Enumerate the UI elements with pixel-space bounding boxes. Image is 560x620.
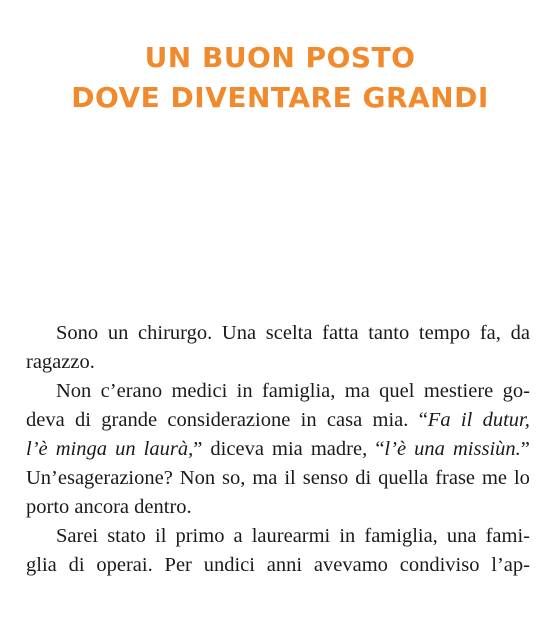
word: ma bbox=[252, 467, 278, 489]
word: minga bbox=[55, 438, 107, 460]
word: lo bbox=[513, 467, 530, 489]
word: di bbox=[75, 409, 91, 431]
text-line bbox=[26, 464, 530, 493]
word: senso bbox=[302, 467, 349, 489]
word: Non bbox=[56, 380, 92, 402]
word: go- bbox=[502, 380, 530, 402]
word: mia bbox=[272, 438, 303, 460]
word: Sono bbox=[56, 322, 99, 344]
word: avevamo bbox=[313, 554, 388, 576]
chapter-title-line-1: UN BUON POSTO bbox=[144, 41, 416, 74]
text-line bbox=[26, 406, 530, 435]
word: il bbox=[284, 467, 296, 489]
word: in bbox=[339, 525, 356, 547]
word: quel bbox=[379, 380, 415, 402]
word: chirurgo. bbox=[138, 322, 213, 344]
text-line bbox=[26, 377, 530, 406]
word: Una bbox=[221, 322, 257, 344]
word: mia. bbox=[372, 409, 409, 431]
word: stato bbox=[107, 525, 146, 547]
text-line bbox=[26, 551, 530, 580]
word: in bbox=[300, 409, 317, 431]
word: a bbox=[233, 525, 243, 547]
word: famiglia, bbox=[261, 380, 336, 402]
word: fa, bbox=[479, 322, 501, 344]
word: frase bbox=[435, 467, 476, 489]
word: dutur, bbox=[482, 409, 530, 431]
word: di bbox=[68, 554, 85, 576]
word: il bbox=[460, 409, 473, 431]
word: fatta bbox=[322, 322, 359, 344]
word: primo bbox=[175, 525, 225, 547]
text-line bbox=[26, 319, 530, 348]
word: scelta bbox=[265, 322, 313, 344]
word: l’è bbox=[26, 438, 48, 460]
word: il bbox=[155, 525, 167, 547]
word: quella bbox=[378, 467, 429, 489]
word: anni bbox=[266, 554, 303, 576]
word: Sarei bbox=[56, 525, 99, 547]
word: fami- bbox=[485, 525, 530, 547]
word: casa bbox=[326, 409, 363, 431]
word: una bbox=[446, 525, 477, 547]
word: operai. bbox=[96, 554, 153, 576]
word: un bbox=[115, 438, 136, 460]
word: tempo bbox=[418, 322, 471, 344]
word: da bbox=[510, 322, 530, 344]
word: glia bbox=[26, 554, 57, 576]
word: in bbox=[236, 380, 253, 402]
word: madre, bbox=[310, 438, 368, 460]
paragraph-1 bbox=[26, 319, 530, 377]
word: grande bbox=[101, 409, 158, 431]
word: “l’è bbox=[375, 438, 407, 460]
word: laurearmi bbox=[251, 525, 331, 547]
word: un bbox=[107, 322, 129, 344]
paragraph-3 bbox=[26, 522, 530, 580]
text-line bbox=[26, 522, 530, 551]
word: laurà,” bbox=[143, 438, 203, 460]
word: famiglia, bbox=[364, 525, 438, 547]
word: ma bbox=[344, 380, 370, 402]
word: Un’esagerazione? bbox=[26, 467, 173, 489]
word: considerazione bbox=[167, 409, 291, 431]
text-line: ragazzo. bbox=[26, 351, 95, 373]
chapter-body bbox=[26, 319, 530, 580]
word: mestiere bbox=[423, 380, 494, 402]
word: tanto bbox=[368, 322, 410, 344]
text-line bbox=[26, 435, 530, 464]
word: diceva bbox=[210, 438, 264, 460]
word: me bbox=[481, 467, 508, 489]
word: c’erano bbox=[100, 380, 163, 402]
word: missiùn.” bbox=[452, 438, 530, 460]
word: medici bbox=[171, 380, 228, 402]
word: una bbox=[414, 438, 445, 460]
text-line: porto ancora dentro. bbox=[26, 496, 192, 518]
word: undici bbox=[203, 554, 255, 576]
chapter-title bbox=[0, 38, 560, 118]
word: l’ap- bbox=[491, 554, 530, 576]
paragraph-2 bbox=[26, 377, 530, 522]
word: Per bbox=[164, 554, 192, 576]
chapter-title-line-2: DOVE DIVENTARE GRANDI bbox=[71, 81, 489, 114]
word: so, bbox=[222, 467, 246, 489]
word: Non bbox=[179, 467, 216, 489]
word: condiviso bbox=[399, 554, 480, 576]
word: “Fa bbox=[418, 409, 451, 431]
word: deva bbox=[26, 409, 65, 431]
word: di bbox=[355, 467, 372, 489]
